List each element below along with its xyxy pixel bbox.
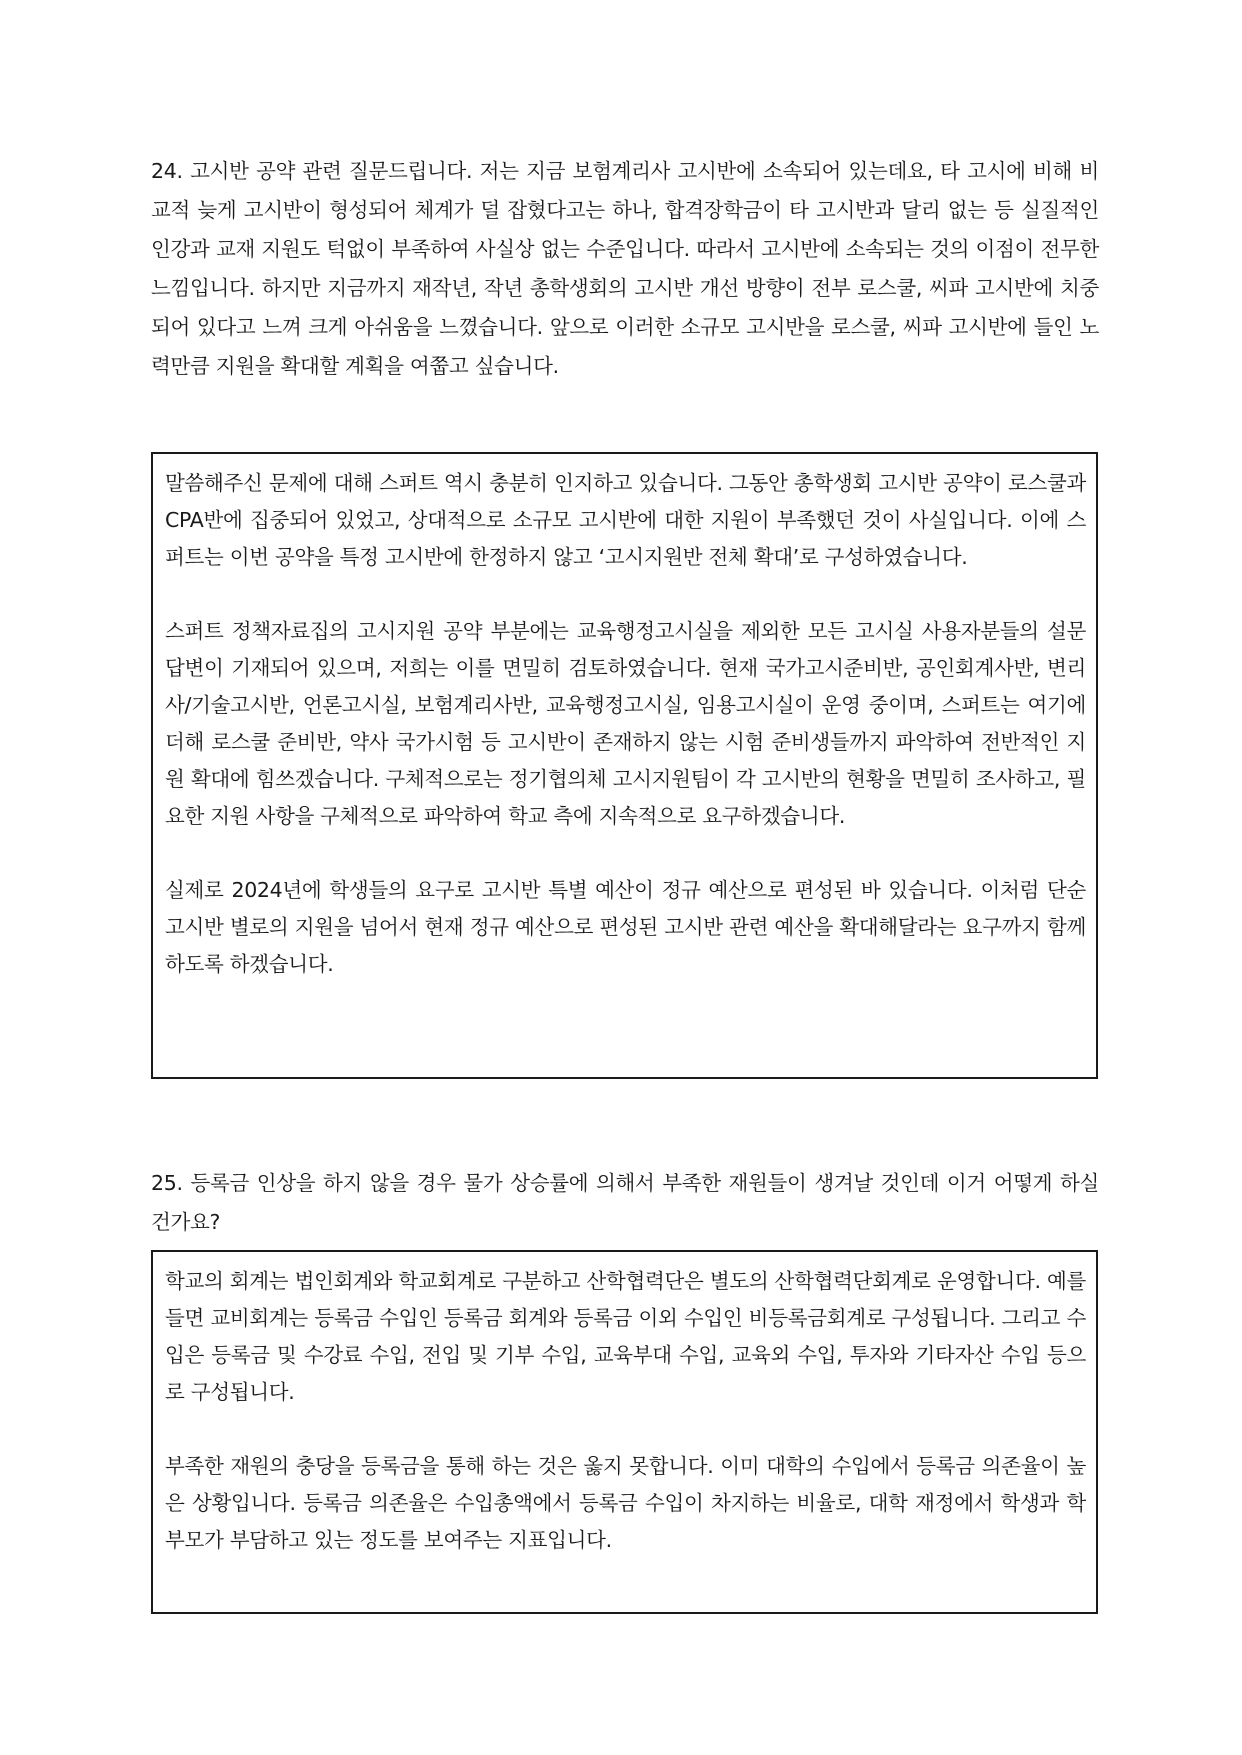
question-24: 24. 고시반 공약 관련 질문드립니다. 저는 지금 보험계리사 고시반에 소속되어 있는데요, 타 고시에 비해 비교적 늦게 고시반이 형성되어 체계가 덜 잡혔다고는 하나, 합격장학금이 타 고시반과 달리 없는 등 실질적인 인강과 교재 지원도 턱없이 부족하여 사실상 없는 수준입니다. 따라서 고시반에 소속되는 것의 이점이 전무한 느낌입니다. 하지만 지금까지 재작년, 작년 총학생회의 고시반 개선 방향이 전부 로스쿨, 씨파 고시반에 치중되어 있다고 느껴 크게 아쉬움을 느꼈습니다. 앞으로 이러한 소규모 고시반을 로스쿨, 씨파 고시반에 들인 노력만큼 지원을 확대할 계획을 여쭙고 싶습니다. (151, 159, 1099, 378)
answer-24-paragraph-3: 실제로 2024년에 학생들의 요구로 고시반 특별 예산이 정규 예산으로 편성된 바 있습니다. 이처럼 단순 고시반 별로의 지원을 넘어서 현재 정규 예산으로 편성된 고시반 관련 예산을 확대해달라는 요구까지 함께 하도록 하겠습니다. (165, 878, 1086, 976)
question-25: 25. 등록금 인상을 하지 않을 경우 물가 상승률에 의해서 부족한 재원들이 생겨날 것인데 이거 어떻게 하실 건가요? (151, 1171, 1099, 1234)
answer-box-25 (151, 1250, 1098, 1614)
answer-box-24 (151, 452, 1098, 1079)
answer-24-paragraph-1: 말씀해주신 문제에 대해 스퍼트 역시 충분히 인지하고 있습니다. 그동안 총학생회 고시반 공약이 로스쿨과 CPA반에 집중되어 있었고, 상대적으로 소규모 고시반에 대한 지원이 부족했던 것이 사실입니다. 이에 스퍼트는 이번 공약을 특정 고시반에 한정하지 않고 ‘고시지원반 전체 확대’로 구성하였습니다. (165, 471, 1086, 569)
answer-24-paragraph-2: 스퍼트 정책자료집의 고시지원 공약 부분에는 교육행정고시실을 제외한 모든 고시실 사용자분들의 설문 답변이 기재되어 있으며, 저희는 이를 면밀히 검토하였습니다. 현재 국가고시준비반, 공인회계사반, 변리사/기술고시반, 언론고시실, 보험계리사반, 교육행정고시실, 임용고시실이 운영 중이며, 스퍼트는 여기에 더해 로스쿨 준비반, 약사 국가시험 등 고시반이 존재하지 않는 시험 준비생들까지 파악하여 전반적인 지원 확대에 힘쓰겠습니다. 구체적으로는 정기협의체 고시지원팀이 각 고시반의 현황을 면밀히 조사하고, 필요한 지원 사항을 구체적으로 파악하여 학교 측에 지속적으로 요구하겠습니다. (165, 619, 1086, 828)
answer-25-paragraph-2: 부족한 재원의 충당을 등록금을 통해 하는 것은 옳지 못합니다. 이미 대학의 수입에서 등록금 의존율이 높은 상황입니다. 등록금 의존율은 수입총액에서 등록금 수입이 차지하는 비율로, 대학 재정에서 학생과 학부모가 부담하고 있는 정도를 보여주는 지표입니다. (165, 1454, 1086, 1552)
answer-25-paragraph-1: 학교의 회계는 법인회계와 학교회계로 구분하고 산학협력단은 별도의 산학협력단회계로 운영합니다. 예를 들면 교비회계는 등록금 수입인 등록금 회계와 등록금 이외 수입인 비등록금회계로 구성됩니다. 그리고 수입은 등록금 및 수강료 수입, 전입 및 기부 수입, 교육부대 수입, 교육외 수입, 투자와 기타자산 수입 등으로 구성됩니다. (165, 1269, 1086, 1404)
